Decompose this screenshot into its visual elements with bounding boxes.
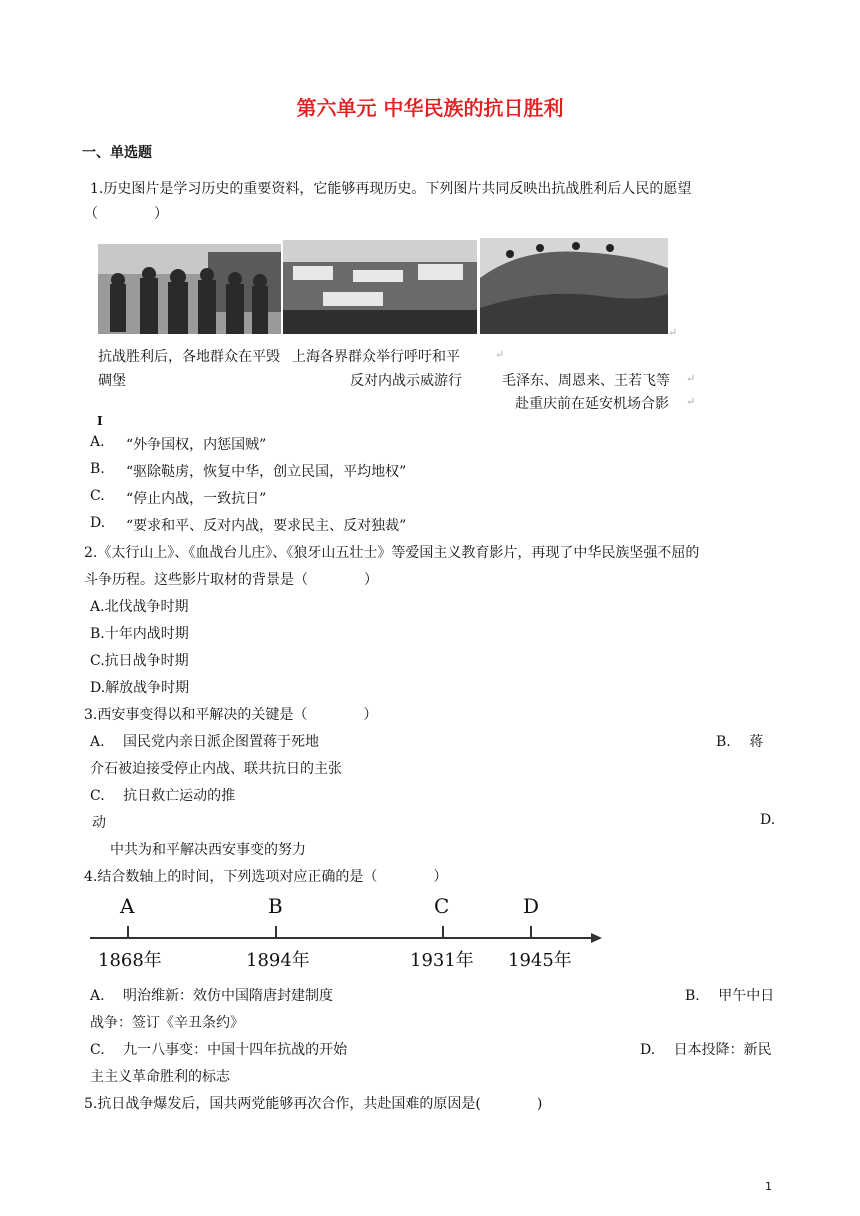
q3-option-c-head: C. 抗日救亡运动的推 (90, 788, 236, 804)
return-mark: ↵ (668, 326, 678, 339)
q3-option-a: A. 国民党内亲日派企图置蒋于死地 (90, 734, 320, 750)
timeline-label-d: D (523, 894, 540, 918)
option-letter: C. (90, 488, 105, 504)
page-title: 第六单元 中华民族的抗日胜利 (296, 96, 564, 120)
timeline-label-a: A (120, 894, 135, 918)
timeline-year-d: 1945年 (508, 950, 572, 971)
timeline-label-b: B (268, 894, 283, 918)
q4-option-b-tail: 战争：签订《辛丑条约》 (90, 1015, 244, 1031)
option-text: “外争国权，内惩国贼” (126, 437, 267, 453)
cursor-mark: I (97, 414, 103, 428)
q4-option-c: C. 九一八事变：中国十四年抗战的开始 (90, 1042, 348, 1058)
timeline-diagram (88, 892, 608, 976)
q1-caption-right-line1: 毛泽东、周恩来、王若飞等 (502, 373, 670, 389)
option-letter: D. (90, 515, 106, 531)
option-letter: A. (90, 434, 105, 450)
q1-option-b (90, 461, 407, 480)
option-text: “驱除鞑虏，恢复中华，创立民国，平均地权” (126, 464, 407, 480)
timeline-year-a: 1868年 (98, 950, 162, 971)
q4-option-b-head: B. 甲午中日 (685, 988, 775, 1004)
timeline-year-b: 1894年 (246, 950, 310, 971)
timeline-year-c: 1931年 (410, 950, 474, 971)
q4-option-d-head: D. 日本投降：新民 (640, 1042, 772, 1058)
option-text: “停止内战，一致抗日” (126, 491, 267, 507)
q2-option-d: D.解放战争时期 (90, 680, 190, 696)
q3-option-b-tail: 介石被迫接受停止内战、联共抗日的主张 (90, 761, 342, 777)
q1-option-a (90, 434, 267, 453)
q1-caption-left-line1: 抗战胜利后，各地群众在平毁 (98, 349, 280, 365)
q1-stem-line1: 1.历史图片是学习历史的重要资料，它能够再现历史。下列图片共同反映出抗战胜利后人民的愿望 (90, 181, 692, 197)
q3-option-c-tail: 动 (92, 815, 106, 831)
q5-stem: 5.抗日战争爆发后，国共两党能够再次合作，共赴国难的原因是( ) (84, 1096, 543, 1112)
q1-caption-mid-line2: 反对内战示威游行 (350, 373, 462, 389)
q2-option-c: C.抗日战争时期 (90, 653, 189, 669)
q3-option-d-tail: 中共为和平解决西安事变的努力 (110, 842, 306, 858)
timeline-arrow (591, 933, 602, 943)
q2-stem-line2: 斗争历程。这些影片取材的背景是（ ） (84, 572, 378, 588)
option-letter: B. (90, 461, 105, 477)
option-text: “要求和平、反对内战，要求民主、反对独裁” (126, 518, 407, 534)
q2-option-a: A.北伐战争时期 (90, 599, 189, 615)
return-mark: ↵ (495, 348, 505, 361)
q3-stem: 3.西安事变得以和平解决的关键是（ ） (84, 707, 378, 723)
q1-caption-right-line2: 赴重庆前在延安机场合影 (515, 396, 669, 412)
q4-option-a: A. 明治维新：效仿中国隋唐封建制度 (90, 988, 334, 1004)
q1-option-c (90, 488, 267, 507)
q2-option-b: B.十年内战时期 (90, 626, 189, 642)
q3-option-d-head: D. (760, 812, 776, 828)
q2-stem-line1: 2.《太行山上》、《血战台儿庄》、《狼牙山五壮士》等爱国主义教育影片，再现了中华民族坚强不屈的 (84, 545, 700, 561)
return-mark: ↵ (686, 372, 696, 385)
q4-option-d-tail: 主主义革命胜利的标志 (90, 1069, 230, 1085)
q1-stem-line2: （ ） (84, 206, 168, 222)
q3-option-b-head: B. 蒋 (716, 734, 764, 750)
return-mark: ↵ (686, 395, 696, 408)
photo-leaders-airport (98, 244, 281, 334)
section-heading: 一、单选题 (82, 145, 152, 161)
photo-shanghai-protest (283, 240, 477, 334)
timeline-label-c: C (434, 894, 450, 918)
page-number: 1 (765, 1180, 772, 1193)
q1-option-d (90, 515, 407, 534)
q1-caption-mid-line1: 上海各界群众举行呼吁和平 (292, 349, 460, 365)
q4-stem: 4.结合数轴上的时间，下列选项对应正确的是（ ） (84, 869, 448, 885)
q1-caption-left-line2: 碉堡 (98, 373, 126, 389)
photo-blockhouse (480, 238, 668, 334)
